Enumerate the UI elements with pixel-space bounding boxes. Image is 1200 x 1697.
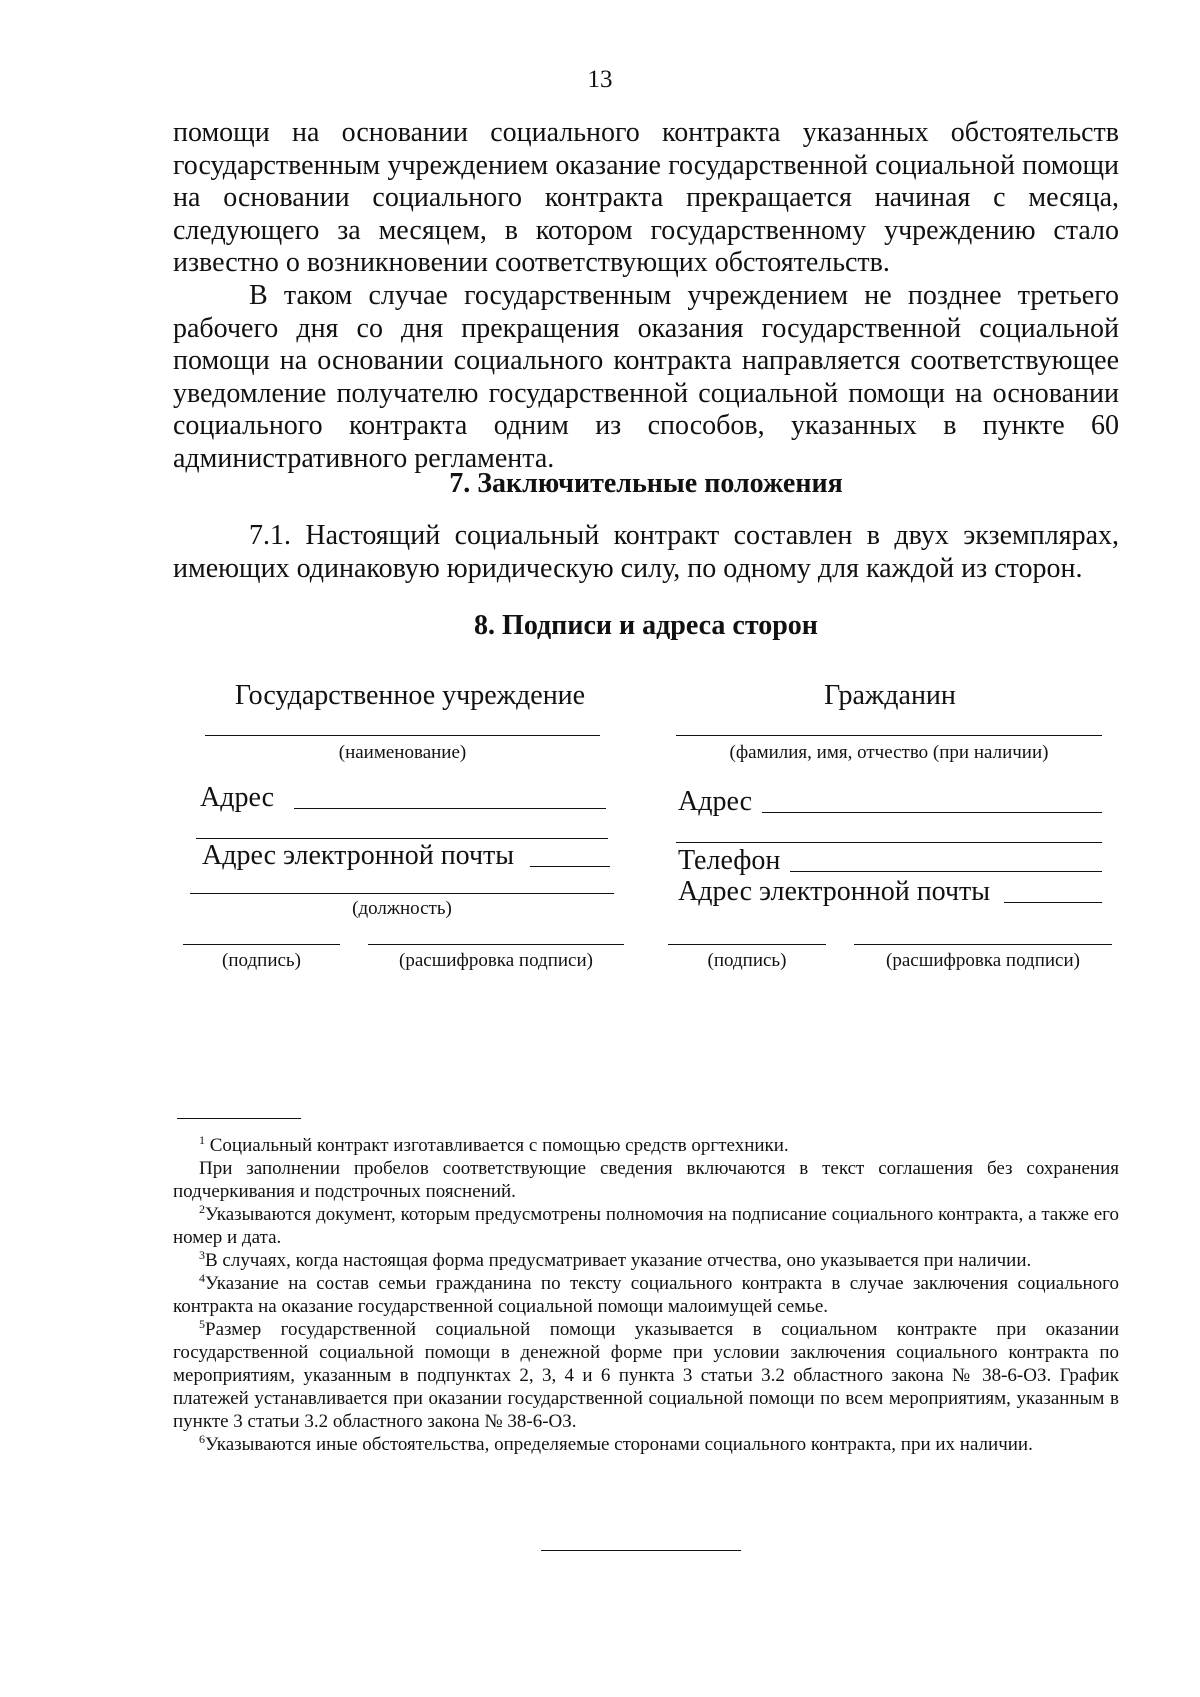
right-decode-line [854,944,1112,945]
footnote-1 [173,1134,1119,1157]
footnote-3 [173,1249,1119,1272]
footnote-text: Социальный контракт изготавливается с помощью средств оргтехники. [209,1135,789,1156]
left-address-line-2 [196,838,608,839]
right-address-label: Адрес [678,786,753,817]
section-7-heading: 7. Заключительные положения [449,468,843,499]
left-signature-line [183,944,340,945]
footnote-text: В случаях, когда настоящая форма предусматривает указание отчества, оно указывается при наличии. [205,1250,1032,1271]
left-signature-caption: (подпись) [222,950,301,971]
footnote-text: Указание на состав семьи гражданина по тексту социального контракта в случае заключения социального контракта на оказание государственной социальной помощи малоимущей семье. [173,1273,1119,1317]
footnote-text: Размер государственной социальной помощи указывается в социальном контракте при оказании государственной социальной помощи в денежной форме при условии заключения социального контракта по мероприятиям, указанным в подпунктах 2, 3, 4 и 6 пункта 3 статьи 3.2 областного закона № 38-6-ОЗ. График платежей устанавливается при оказании государственной социальной помощи по всем мероприятиям, указанным в пункте 3 статьи 3.2 областного закона № 38-6-ОЗ. [173,1319,1119,1432]
footnote-mark: 4 [199,1271,205,1285]
right-name-line [676,735,1102,736]
page-number: 13 [587,66,613,93]
right-phone-line [790,871,1102,872]
footnote-6 [173,1433,1119,1456]
left-email-label: Адрес электронной почты [202,840,515,871]
right-name-caption: (фамилия, имя, отчество (при наличии) [729,742,1049,763]
footnote-mark: 1 [199,1133,205,1147]
left-name-line [205,735,600,736]
left-email-line [530,866,610,867]
footnote-4 [173,1272,1119,1318]
right-decode-caption: (расшифровка подписи) [886,950,1080,971]
right-signature-caption: (подпись) [707,950,787,971]
right-address-line-2 [676,842,1102,843]
footnote-1-continuation [173,1157,1119,1203]
footnote-mark: 3 [199,1248,205,1262]
left-party-title: Государственное учреждение [234,680,586,711]
left-address-label: Адрес [200,782,275,813]
right-signature-line [668,944,826,945]
left-address-line [294,808,606,809]
left-name-caption: (наименование) [338,742,467,763]
right-email-label: Адрес электронной почты [678,876,991,907]
left-decode-line [368,944,624,945]
section-8-heading: 8. Подписи и адреса сторон [474,610,818,641]
left-position-caption: (должность) [352,898,452,919]
section-7-text: 7.1. Настоящий социальный контракт составлен в двух экземплярах, имеющих одинаковую юридическую силу, по одному для каждой из сторон. [173,520,1119,584]
footnote-separator [177,1118,301,1119]
footnotes [173,1134,1119,1456]
right-address-line [762,812,1102,813]
footnote-mark: 5 [199,1317,205,1331]
footnote-text: Указываются иные обстоятельства, определяемые сторонами социального контракта, при их наличии. [205,1434,1033,1455]
footnote-mark: 6 [199,1432,205,1446]
paragraph-notification: В таком случае государственным учреждением не позднее третьего рабочего дня со дня прекращения оказания государственной социальной помощи на основании социального контракта направляется соответствующее уведомление получателю государственной социальной помощи на основании социального контракта одним из способов, указанных в пункте 60 административного регламента. [173,280,1119,474]
left-position-line [190,893,614,894]
left-decode-caption: (расшифровка подписи) [399,950,593,971]
paragraph-continuation: помощи на основании социального контракта указанных обстоятельств государственным учреждением оказание государственной социальной помощи на основании социального контракта прекращается начиная с месяца, следующего за месяцем, в котором государственному учреждению стало известно о возникновении соответствующих обстоятельств. [173,117,1119,278]
footnote-5 [173,1318,1119,1433]
footnote-mark: 2 [199,1202,205,1216]
footnote-text: Указываются документ, которым предусмотрены полномочия на подписание социального контракта, а также его номер и дата. [173,1204,1119,1248]
footnote-2 [173,1203,1119,1249]
right-phone-label: Телефон [678,845,781,876]
closing-line [541,1550,741,1551]
right-party-title: Гражданин [824,680,956,711]
right-email-line [1004,902,1102,903]
footnote-text: При заполнении пробелов соответствующие сведения включаются в текст соглашения без сохранения подчеркивания и подстрочных пояснений. [173,1158,1119,1202]
